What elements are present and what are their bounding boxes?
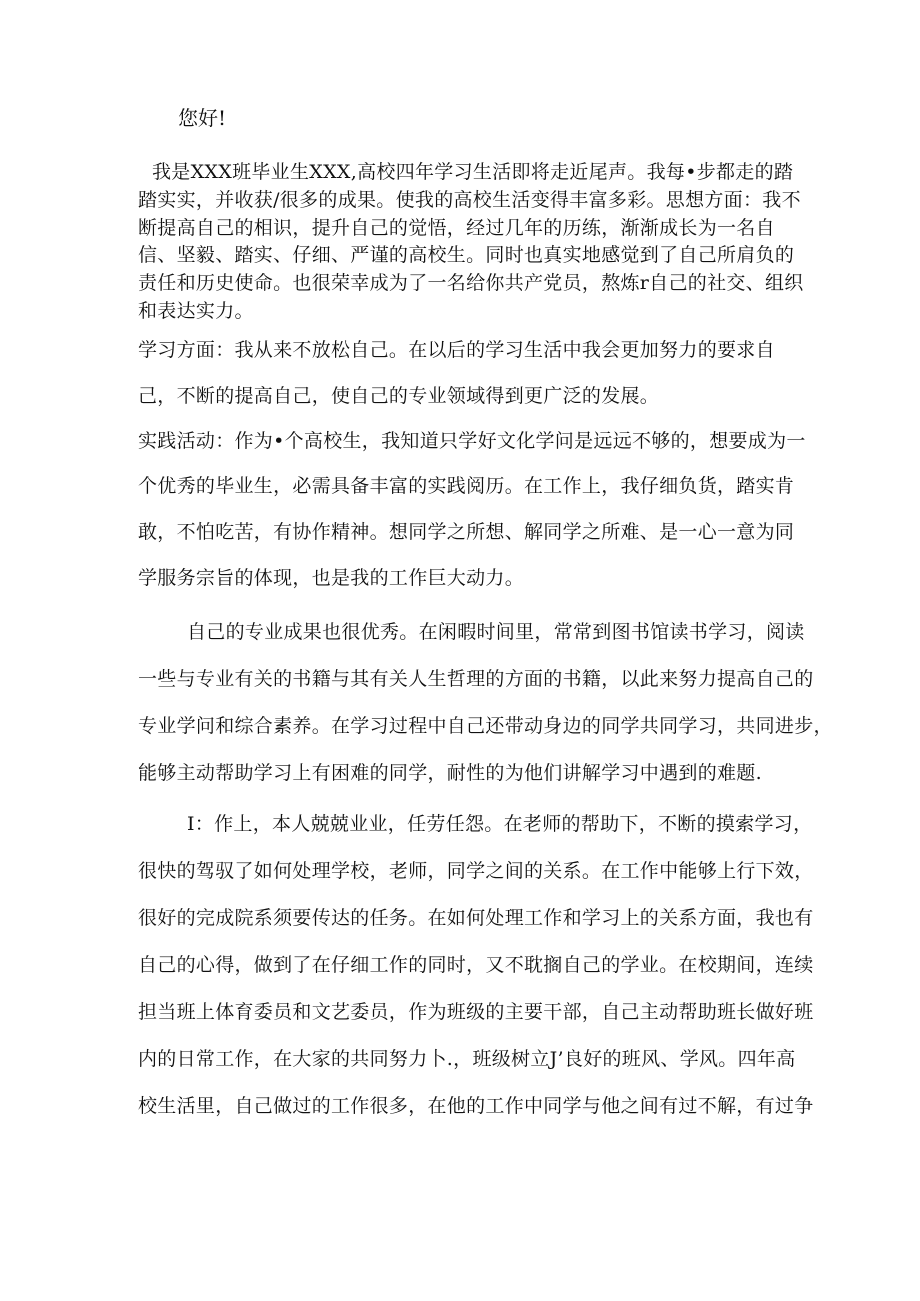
paragraph-2-line-1: 学习方面：我从来不放松自己。在以后的学习生活中我会更加努力的要求自 [138, 339, 775, 361]
paragraph-1-line-4: 信、坚毅、踏实、仔细、严谨的高校生。同时也真实地感觉到了自己所肩负的 [138, 244, 795, 266]
paragraph-1-line-2: 踏实实，并收获/很多的成果。使我的高校生活变得丰富多彩。思想方面：我不 [138, 189, 801, 211]
paragraph-4-line-3: 专业学问和综合素养。在学习过程中自己还带动身边的同学共同学习，共同进步， [138, 715, 833, 737]
paragraph-4-line-2: 一些与专业有关的书籍与其有关人生哲理的方面的书籍，以此来努力提高自己的 [138, 668, 814, 690]
paragraph-5-line-3: 很好的完成院系须要传达的任务。在如何处理工作和学习上的关系方面，我也有 [138, 907, 814, 929]
paragraph-2-line-2: 己，不断的提高自己，使自己的专业领域得到更广泛的发展。 [138, 385, 660, 407]
paragraph-1-line-1: 我是XXX班毕业生XXX,高校四年学习生活即将走近尾声。我每•步都走的踏 [152, 161, 794, 183]
paragraph-3-line-4: 学服务宗旨的体现，也是我的工作巨大动力。 [138, 567, 525, 589]
paragraph-5-line-2: 很快的驾驭了如何处理学校，老师，同学之间的关系。在工作中能够上行下效， [138, 860, 814, 882]
paragraph-3-line-2: 个优秀的毕业生，必需具备丰富的实践阅历。在工作上，我仔细负货，踏实肯 [138, 475, 795, 497]
paragraph-5-line-7: 校生活里，自己做过的工作很多，在他的工作中同学与他之间有过不解，有过争 [138, 1095, 814, 1117]
greeting-heading: 您好! [178, 106, 227, 130]
paragraph-1-line-5: 责任和历史使命。也很荣幸成为了一名给你共产党员，熬炼r自己的社交、组织 [138, 272, 804, 294]
paragraph-1-line-3: 断提高自己的相识，提升自己的觉悟，经过几年的历练，渐渐成长为一名自 [138, 217, 775, 239]
paragraph-5-line-1: I：作上，本人兢兢业业，任劳任怨。在老师的帮助下，不断的摸索学习， [187, 813, 813, 835]
paragraph-4-line-4: 能够主动帮助学习上有困难的同学，耐性的为他们讲解学习中遇到的难题. [138, 762, 762, 784]
paragraph-4-line-1: 自己的专业成果也很优秀。在闲暇时间里，常常到图书馆读书学习，阅读 [187, 621, 805, 643]
paragraph-5-line-6: 内的日常工作，在大家的共同努力卜.，班级树立J’良好的班风、学风。四年高 [138, 1048, 796, 1070]
paragraph-3-line-3: 敢，不怕吃苦，有协作精神。想同学之所想、解同学之所难、是一心一意为同 [138, 521, 795, 543]
paragraph-5-line-5: 担当班上体育委员和文艺委员，作为班级的主要干部，自己主动帮助班长做好班 [138, 1001, 814, 1023]
paragraph-5-line-4: 自己的心得，做到了在仔细工作的同时，又不耽搁自己的学业。在校期间，连续 [138, 954, 814, 976]
paragraph-3-line-1: 实践活动：作为•个高校生，我知道只学好文化学问是远远不够的，想要成为一 [138, 430, 806, 452]
paragraph-1-line-6: 和表达实力。 [138, 300, 254, 322]
